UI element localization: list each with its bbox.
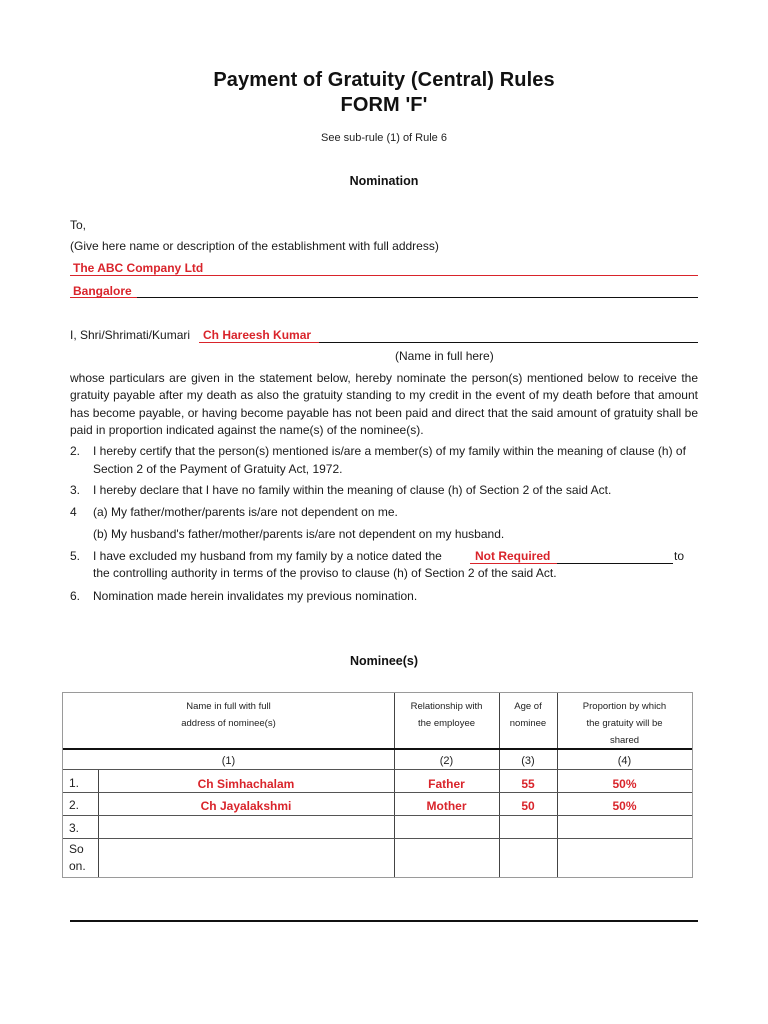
column-header-age (499, 698, 557, 732)
column-header-line: shared (609, 735, 640, 746)
column-index-4: (4) (617, 755, 632, 767)
column-header-line: Age of (514, 701, 542, 712)
nominee-relationship[interactable]: Mother (426, 799, 467, 813)
row-serial-line: on. (69, 859, 86, 873)
clause-number: 4 (70, 505, 77, 519)
nominee-name[interactable]: Ch Jayalakshmi (200, 799, 292, 813)
section-heading-nominees: Nominee(s) (349, 654, 419, 668)
address-instruction: (Give here name or description of the establishment with full address) (70, 239, 439, 253)
clause-text: (b) My husband's father/mother/parents is/are not dependent on my husband. (93, 527, 505, 541)
row-rule (63, 815, 692, 816)
row-rule (63, 769, 692, 770)
nominee-name[interactable]: Ch Simhachalam (197, 777, 295, 791)
clause-number: 6. (70, 589, 81, 603)
establishment-name-field-line (70, 275, 698, 276)
nominee-relationship[interactable]: Father (428, 777, 465, 791)
form-code: FORM 'F' (340, 94, 428, 116)
row-rule (63, 838, 692, 839)
column-header-line: nominee (509, 718, 547, 729)
clause-number: 5. (70, 549, 81, 563)
name-hint: (Name in full here) (395, 349, 494, 363)
column-header-line: Relationship with (410, 701, 483, 712)
establishment-name-value[interactable]: The ABC Company Ltd (73, 261, 204, 275)
declarant-prefix: I, Shri/Shrimati/Kumari (70, 328, 191, 342)
row-rule (63, 792, 692, 793)
column-header-relationship (394, 698, 499, 732)
clause-4a (70, 504, 698, 522)
row-serial: 3. (69, 821, 80, 835)
column-header-line: Name in full with full (186, 701, 271, 712)
column-header-line: the employee (417, 718, 476, 729)
column-header-line: the gratuity will be (586, 718, 663, 729)
establishment-city-value[interactable]: Bangalore (73, 284, 132, 298)
clause-5-to: to (674, 549, 685, 563)
declarant-name-value[interactable]: Ch Hareesh Kumar (203, 328, 312, 342)
section-heading-nomination: Nomination (349, 174, 419, 188)
clause-text-line2: the controlling authority in terms of the proviso to clause (h) of Section 2 of the said Act. (93, 566, 557, 580)
notice-date-field-line (557, 563, 673, 564)
nomination-paragraph: whose particulars are given in the statement below, hereby nominate the person(s) mentioned below to receive the gratuity payable after my death as also the gratuity standing to my credit in the event of my death before that amount has become payable, or having become payable has not been paid and direct that the said amount of gratuity shall be paid in proportion indicated against the name(s) of the nominee(s). (70, 371, 698, 437)
column-index-2: (2) (439, 755, 454, 767)
declarant-name-field-line (319, 342, 698, 343)
nominee-proportion[interactable]: 50% (612, 799, 637, 813)
clause-text: I hereby declare that I have no family within the meaning of clause (h) of Section 2 of the said Act. (93, 483, 612, 497)
row-serial: 1. (69, 776, 80, 790)
column-header-line: Proportion by which (582, 701, 667, 712)
declarant-name-underline-red (199, 342, 319, 343)
column-header-name (63, 698, 394, 732)
column-index-1: (1) (221, 755, 236, 767)
form-subtitle: See sub-rule (1) of Rule 6 (321, 132, 447, 144)
column-header-proportion (557, 698, 692, 749)
clause-text-before: I have excluded my husband from my family by a notice dated the (93, 549, 442, 563)
column-header-line: address of nominee(s) (181, 718, 276, 729)
row-serial: 2. (69, 798, 80, 812)
notice-date-underline-red (470, 563, 557, 564)
clause-5 (70, 548, 698, 584)
clause-text: Nomination made herein invalidates my previous nomination. (93, 589, 418, 603)
nominee-proportion[interactable]: 50% (612, 777, 637, 791)
clause-4b (70, 526, 698, 544)
to-label: To, (70, 218, 87, 232)
column-index-3: (3) (521, 755, 535, 767)
clause-text: (a) My father/mother/parents is/are not dependent on me. (93, 505, 398, 519)
notice-date-value[interactable]: Not Required (475, 549, 551, 563)
nominee-age[interactable]: 55 (521, 777, 535, 791)
row-serial-line: So (69, 842, 84, 856)
signature-line (70, 920, 698, 922)
nominee-age[interactable]: 50 (521, 799, 535, 813)
nominees-table (62, 692, 693, 878)
row-serial (69, 841, 86, 875)
clause-number: 2. (70, 444, 81, 458)
establishment-city-underline-red (70, 297, 137, 298)
clause-6 (70, 588, 698, 606)
clause-2 (70, 443, 698, 479)
form-title: Payment of Gratuity (Central) Rules (213, 69, 555, 91)
clause-text: I hereby certify that the person(s) mentioned is/are a member(s) of my family within the meaning of clause (h) of Section 2 of the Payment of Gratuity Act, 1972. (93, 444, 686, 476)
clause-number: 3. (70, 483, 81, 497)
clause-3 (70, 482, 698, 500)
establishment-city-field-line (137, 297, 698, 298)
